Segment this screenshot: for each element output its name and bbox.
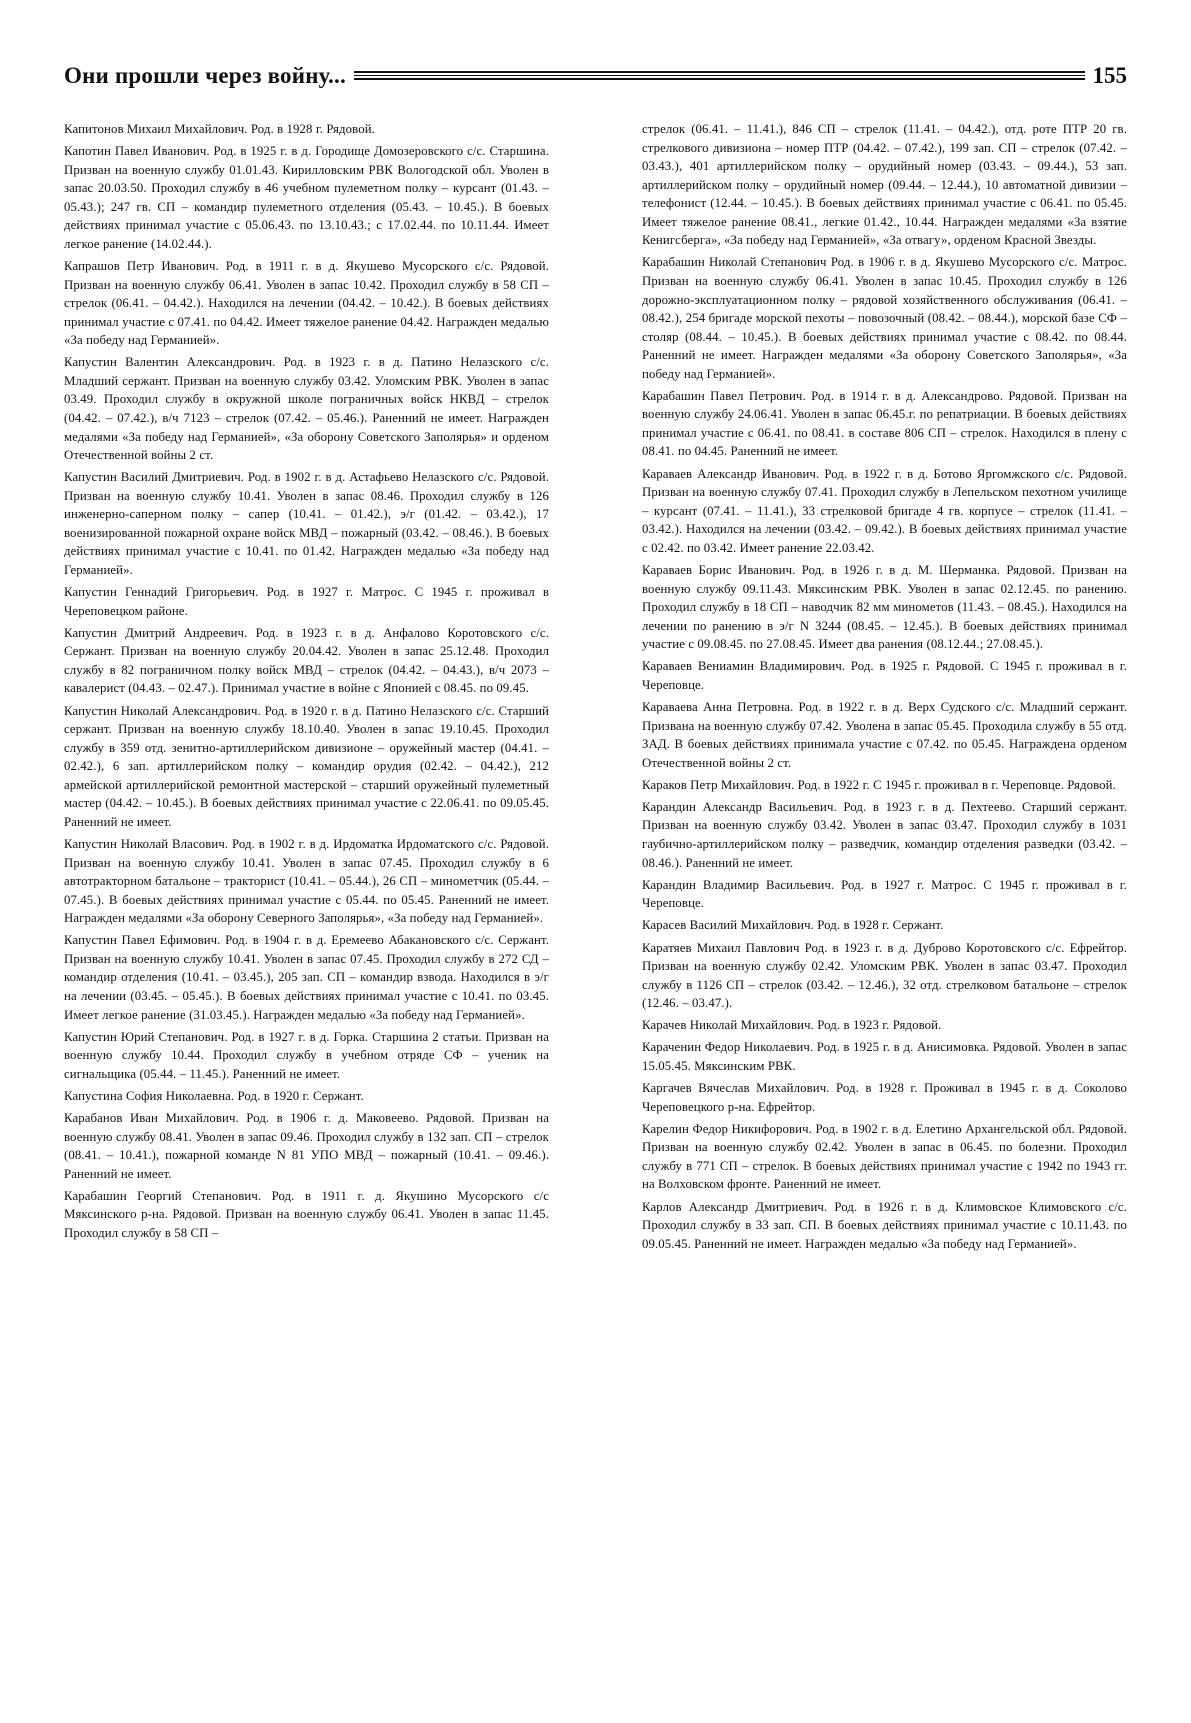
entry: Капустин Геннадий Григорьевич. Род. в 1927 г. Матрос. С 1945 г. проживал в Череповецком районе. <box>64 585 549 618</box>
entry: Карлов Александр Дмитриевич. Род. в 1926 г. в д. Климовское Климовского с/с. Проходил службу в 33 зап. СП. В боевых действиях принимал участие с 10.11.43. по 09.05.45. Раненний не имеет. Награжден медалью «За победу над Германией». <box>642 1199 1127 1251</box>
left-column <box>64 120 549 1683</box>
text-columns <box>64 120 1127 1683</box>
entry: Капотин Павел Иванович. Род. в 1925 г. в д. Городище Домозеровского с/с. Старшина. Призван на военную службу 01.01.43. Кирилловским РВК Вологодской обл. Уволен в запас 20.03.50. Проходил службу в 46 учебном пулеметном полку – курсант (01.43. – 05.43.); 247 гв. СП – командир пулеметного отделения (05.43. – 10.45.). В боевых действиях принимал участие с 05.06.43. по 13.10.43.; с 17.02.44. по 10.11.44. Имеет легкое ранение (14.02.44.). <box>64 144 549 251</box>
entry: Карандин Владимир Васильевич. Род. в 1927 г. Матрос. С 1945 г. проживал в г. Череповце. <box>642 877 1127 911</box>
entry: Каргачев Вячеслав Михайлович. Род. в 1928 г. Проживал в 1945 г. в д. Соколово Череповецкого р-на. Ефрейтор. <box>642 1081 1127 1114</box>
running-header <box>64 58 1127 94</box>
entry: Караченин Федор Николаевич. Род. в 1925 г. в д. Анисимовка. Рядовой. Уволен в запас 15.05.45. Мяксинским РВК. <box>642 1040 1127 1073</box>
entry: Капустин Василий Дмитриевич. Род. в 1902 г. в д. Астафьево Нелазского с/с. Рядовой. Призван на военную службу 10.41. Уволен в запас 08.46. Проходил службу в 126 инженерно-саперном полку – сапер (10.41. – 01.42.), э/г (01.42. – 03.42.), 17 военизированной пожарной охране войск МВД – пожарный (03.42. – 08.46.). В боевых действиях принимал участие с 10.41. по 01.42. Награжден медалью «За победу над Германией». <box>64 470 549 577</box>
entry: Капустин Валентин Александрович. Род. в 1923 г. в д. Патино Нелазского с/с. Младший сержант. Призван на военную службу 03.42. Уломским РВК. Уволен в запас 03.49. Проходил службу в окружной школе пограничных войск НКВД – стрелок (04.42. – 07.42.), в/ч 7123 – стрелок (07.42. – 05.46.). Раненний не имеет. Награжден медалями «За победу над Германией», «За оборону Советского Заполярья» и орденом Отечественной войны 2 ст. <box>64 355 549 463</box>
entry: Капрашов Петр Иванович. Род. в 1911 г. в д. Якушево Мусорского с/с. Рядовой. Призван на военную службу 06.41. Уволен в запас 10.42. Проходил службу в 58 СП – стрелок (06.41. – 04.42.). Находился на лечении (04.42. – 10.42.). В боевых действиях принимал участие с 07.41. по 04.42. Имеет тяжелое ранение 04.42. Награжден медалью «За победу над Германией». <box>64 259 549 348</box>
entry: Караваев Вениамин Владимирович. Род. в 1925 г. Рядовой. С 1945 г. проживал в г. Череповце. <box>642 659 1127 692</box>
entry: Капустина София Николаевна. Род. в 1920 г. Сержант. <box>64 1088 364 1103</box>
right-column <box>642 120 1127 1683</box>
entry: Карабашин Николай Степанович Род. в 1906 г. в д. Якушево Мусорского с/с. Матрос. Призван на военную службу 06.41. Уволен в запас 10.45. Проходил службу в 126 дорожно-эксплуатационном полку – рядовой хозяйственного обслуживания (06.41. – 08.42.), 254 бригаде морской пехоты – повозочный (08.42. – 08.44.), морской базе СФ – столяр (08.44. – 10.45.). В боевых действиях принимал участие с 08.42. по 08.44. Раненний не имеет. Награжден медалями «За оборону Советского Заполярья», «За победу над Германией». <box>642 255 1127 381</box>
page-number: 155 <box>1092 63 1127 88</box>
entry: Караваев Борис Иванович. Род. в 1926 г. в д. М. Шерманка. Рядовой. Призван на военную службу 09.11.43. Мяксинским РВК. Уволен в запас 02.12.45. по ранению. Проходил службу в 18 СП – наводчик 82 мм минометов (11.43. – 08.45.). Находился на лечении по ранению в э/г N 3244 (08.45. – 12.45.). В боевых действиях принимал участие с 09.08.45. по 27.08.45. Имеет два ранения (08.12.44.; 27.08.45.). <box>642 562 1127 652</box>
entry: Карабашин Георгий Степанович. Род. в 1911 г. д. Якушино Мусорского с/с Мяксинского р-на. Рядовой. Призван на военную службу 06.41. Уволен в запас 11.45. Проходил службу в 58 СП – <box>64 1188 549 1240</box>
entry: Караков Петр Михайлович. Род. в 1922 г. С 1945 г. проживал в г. Череповце. Рядовой. <box>642 777 1116 792</box>
entry: Капустин Николай Александрович. Род. в 1920 г. в д. Патино Нелазского с/с. Старший сержант. Призван на военную службу 18.10.40. Уволен в запас 19.10.45. Проходил службу в 359 отд. зенитно-артиллерийском дивизионе – оружейный мастер (04.41. – 02.42.), 6 зап. артиллерийском полку – командир орудия (02.42. – 04.42.), 212 армейской артиллерийской ремонтной мастерской – старший оружейный пулеметный мастер (04.42. – 10.45.). В боевых действиях принимал участие с 22.06.41. по 09.05.45. Раненний не имеет. <box>64 703 549 829</box>
entry: Караваева Анна Петровна. Род. в 1922 г. в д. Верх Судского с/с. Младший сержант. Призвана на военную службу 07.42. Уволена в запас 05.45. Проходила службу в 55 отд. ЗАД. В боевых действиях принимала участие с 07.42. по 05.45. Награждена орденом Отечественной войны 2 ст. <box>642 699 1127 770</box>
entry: Карачев Николай Михайлович. Род. в 1923 г. Рядовой. <box>642 1018 942 1033</box>
entry: Каратяев Михаил Павлович Род. в 1923 г. в д. Дуброво Коротовского с/с. Ефрейтор. Призван на военную службу 02.42. Уломским РВК. Уволен в запас 03.47. Проходил службу в 1126 СП – стрелок (03.42. – 12.46.), 32 отд. стрелковом батальоне – стрелок (12.46. – 03.47.). <box>642 940 1127 1011</box>
entry: Капустин Юрий Степанович. Род. в 1927 г. в д. Горка. Старшина 2 статьи. Призван на военную службу 10.44. Проходил службу в учебном отряде СФ – ученик на сигнальщика (05.44. – 11.45.). Раненний не имеет. <box>64 1029 549 1081</box>
entry: стрелок (06.41. – 11.41.), 846 СП – стрелок (11.41. – 04.42.), отд. роте ПТР 20 гв. стрелкового дивизиона – номер ПТР (04.42. – 07.42.), 199 зап. СП – стрелок (07.42. – 03.43.), 401 артиллерийском полку – орудийный номер (03.43. – 09.44.), 53 зап. артиллерийском полку – орудийный номер (09.44. – 12.44.), 10 автоматной дивизии – телефонист (12.44. – 10.45.). В боевых действиях принимал участие с 06.41. по 05.45. Имеет тяжелое ранение 08.41., легкие 01.42., 10.44. Награжден медалями «За взятие Кенигсберга», «За победу над Германией», «За отвагу», орденом Красной Звезды. <box>642 122 1127 248</box>
entry: Карасев Василий Михайлович. Род. в 1928 г. Сержант. <box>642 918 944 933</box>
entry: Карабанов Иван Михайлович. Род. в 1906 г. д. Маковеево. Рядовой. Призван на военную службу 08.41. Уволен в запас 09.46. Проходил службу в 132 зап. СП – стрелок (08.41. – 10.41.), пожарной команде N 81 УПО МВД – пожарный (10.41. – 09.46.). Раненний не имеет. <box>64 1111 549 1181</box>
entry: Карабашин Павел Петрович. Род. в 1914 г. в д. Александрово. Рядовой. Призван на военную службу 24.06.41. Уволен в запас 06.45.г. по репатриации. В боевых действиях принимал участие с 06.41. по 08.41. в составе 806 СП – стрелок. Находился в плену с 08.41. по 04.45. Раненний не имеет. <box>642 388 1127 459</box>
running-title: Они прошли через войну... <box>64 63 346 88</box>
entry: Капустин Дмитрий Андреевич. Род. в 1923 г. в д. Анфалово Коротовского с/с. Сержант. Призван на военную службу 20.04.42. Уволен в запас 25.12.48. Проходил службу в 82 пограничном полку войск МВД – стрелок (04.42. – 04.43.), в/ч 2073 – кавалерист (04.43. – 02.47.). Принимал участие в войне с Японией с 08.45. по 09.45. <box>64 625 549 696</box>
entry: Караваев Александр Иванович. Род. в 1922 г. в д. Ботово Яргомжского с/с. Рядовой. Призван на военную службу 07.41. Проходил службу в Лепельском пехотном училище – курсант (07.41. – 11.41.), 33 стрелковой бригаде 4 гв. корпусе – стрелок (11.41. – 03.42.). Находился на лечении (03.42. – 09.42.). В боевых действиях принимал участие с 02.42. по 03.42. Имеет ранение 22.03.42. <box>642 466 1127 555</box>
entry: Капустин Николай Власович. Род. в 1902 г. в д. Ирдоматка Ирдоматского с/с. Рядовой. Призван на военную службу 10.41. Уволен в запас 07.45. Проходил службу в 6 автотракторном батальоне – тракторист (10.41. – 05.44.), 26 СП – минометчик (05.44. – 07.45.). В боевых действиях принимал участие с 05.44. по 05.45. Раненний не имеет. Награжден медалями «За оборону Северного Заполярья», «За победу над Германией». <box>64 836 549 926</box>
entry: Карандин Александр Васильевич. Род. в 1923 г. в д. Пехтеево. Старший сержант. Призван на военную службу 03.42. Уволен в запас 03.47. Проходил службу в 1031 гаубично-артиллерийском полку – разведчик, командир отделения разведки (03.42. – 08.46.). Раненний не имеет. <box>642 799 1127 870</box>
entry: Капустин Павел Ефимович. Род. в 1904 г. в д. Еремеево Абакановского с/с. Сержант. Призван на военную службу 10.41. Уволен в запас 07.45. Проходил службу в 272 СД – командир отделения (10.41. – 03.45.), 205 зап. СП – командир взвода. Находился в э/г на лечении (03.45. – 05.45.). В боевых действиях принимал участие с 10.41. по 03.45. Имеет легкое ранение (31.03.45.). Награжден медалью «За победу над Германией». <box>64 933 549 1022</box>
entry: Карелин Федор Никифорович. Род. в 1902 г. в д. Елетино Архангельской обл. Рядовой. Призван на военную службу 02.42. Уволен в запас в 06.45. по болезни. Проходил службу в 771 СП – стрелок. В боевых действиях принимал участие с 1942 по 1943 гг. на Волховском фронте. Раненний не имеет. <box>642 1121 1127 1192</box>
entry: Капитонов Михаил Михайлович. Род. в 1928 г. Рядовой. <box>64 122 375 136</box>
header-rule <box>354 70 1085 82</box>
